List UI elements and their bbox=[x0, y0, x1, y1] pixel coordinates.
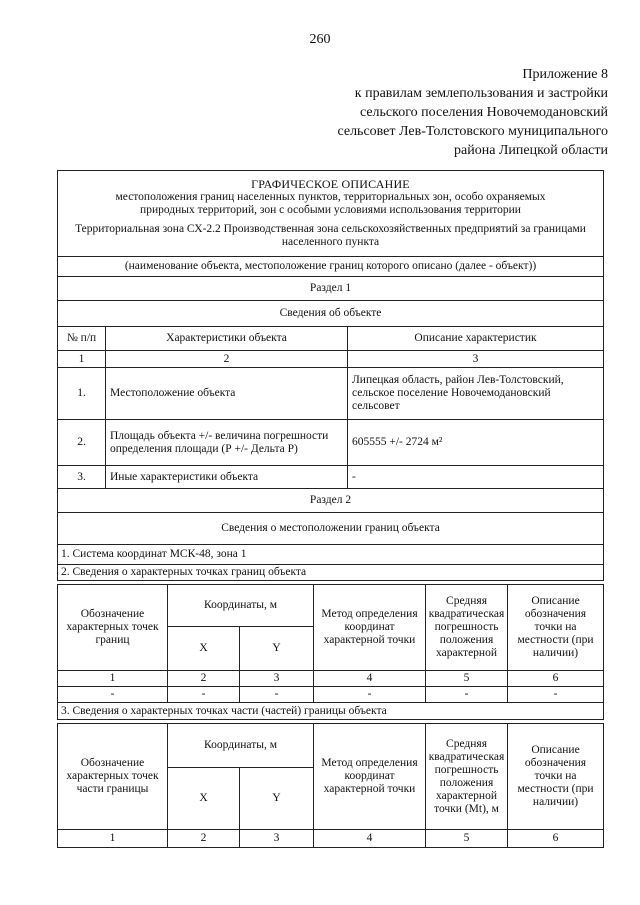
section2-subtitle: Сведения о местоположении границ объекта bbox=[58, 513, 604, 545]
row-value: - bbox=[348, 466, 604, 489]
col-header-y: Y bbox=[240, 768, 314, 830]
row-value: 605555 +/- 2724 м² bbox=[348, 420, 604, 466]
zone-name: Территориальная зона СХ-2.2 Производственная зона сельскохозяйственных предприятий за границами населенного пункта bbox=[75, 223, 586, 248]
object-note: (наименование объекта, местоположение границ которого описано (далее - объект)) bbox=[58, 257, 604, 277]
row-name: Местоположение объекта bbox=[106, 368, 348, 420]
table-row bbox=[58, 687, 604, 703]
col-number: 5 bbox=[426, 830, 508, 848]
table-row bbox=[58, 420, 604, 466]
col-header-x: X bbox=[168, 627, 240, 671]
document-subtitle: местоположения границ населенных пунктов, территориальных зон, особо охраняемых природных территорий, зон с особыми условиями использования территории bbox=[115, 191, 546, 216]
page-number: 260 bbox=[309, 32, 331, 47]
coordinate-system: 1. Система координат МСК-48, зона 1 bbox=[58, 545, 604, 565]
row-name: Иные характеристики объекта bbox=[106, 466, 348, 489]
points-title: 2. Сведения о характерных точках границ объекта bbox=[58, 565, 604, 581]
row-value: Липецкая область, район Лев-Толстовский, сельское поселение Новочемодановский сельсовет bbox=[348, 368, 604, 420]
section1-title: Раздел 1 bbox=[58, 277, 604, 301]
table-row bbox=[58, 368, 604, 420]
document-header bbox=[58, 171, 604, 257]
col-header-point-description: Описание обозначения точки на местности (при наличии) bbox=[508, 585, 604, 671]
col-header-error: Средняя квадратическая погрешность положения характерной точки (Mt), м bbox=[426, 724, 508, 830]
col-header-x: X bbox=[168, 768, 240, 830]
description-table bbox=[57, 170, 604, 581]
col-number: 2 bbox=[106, 351, 348, 368]
section2-title: Раздел 2 bbox=[58, 489, 604, 513]
part-points-title: 3. Сведения о характерных точках части (частей) границы объекта bbox=[58, 703, 604, 720]
row-num: 3. bbox=[58, 466, 106, 489]
table-row bbox=[58, 466, 604, 489]
col-header-num: № п/п bbox=[58, 327, 106, 351]
col-number: 3 bbox=[240, 830, 314, 848]
col-number: 5 bbox=[426, 671, 508, 687]
col-header-coords: Координаты, м bbox=[168, 585, 314, 627]
col-number: 3 bbox=[240, 671, 314, 687]
col-number: 2 bbox=[168, 671, 240, 687]
section1-subtitle: Сведения об объекте bbox=[58, 301, 604, 327]
col-number: 6 bbox=[508, 830, 604, 848]
col-header-error: Средняя квадратическая погрешность положения характерной bbox=[426, 585, 508, 671]
col-header-designation: Обозначение характерных точек границ bbox=[58, 585, 168, 671]
col-number: 1 bbox=[58, 351, 106, 368]
part-points-table bbox=[57, 723, 604, 848]
col-number: 2 bbox=[168, 830, 240, 848]
table-cell: - bbox=[168, 687, 240, 703]
col-header-coords: Координаты, м bbox=[168, 724, 314, 768]
table-cell: - bbox=[58, 687, 168, 703]
col-header-method: Метод определения координат характерной точки bbox=[314, 585, 426, 671]
document-title: ГРАФИЧЕСКОЕ ОПИСАНИЕ bbox=[251, 177, 410, 191]
appendix-line: сельсовет Лев-Толстовского муниципального bbox=[337, 124, 608, 139]
table-cell: - bbox=[314, 687, 426, 703]
col-number: 1 bbox=[58, 671, 168, 687]
appendix-line: района Липецкой области bbox=[454, 143, 608, 158]
col-header-method: Метод определения координат характерной точки bbox=[314, 724, 426, 830]
row-num: 2. bbox=[58, 420, 106, 466]
appendix-line: сельского поселения Новочемодановский bbox=[359, 105, 608, 120]
table-cell: - bbox=[426, 687, 508, 703]
col-header-characteristic: Характеристики объекта bbox=[106, 327, 348, 351]
col-number: 1 bbox=[58, 830, 168, 848]
col-header-designation: Обозначение характерных точек части границы bbox=[58, 724, 168, 830]
col-number: 3 bbox=[348, 351, 604, 368]
appendix-line: к правилам землепользования и застройки bbox=[354, 86, 608, 101]
col-header-point-description: Описание обозначения точки на местности (при наличии) bbox=[508, 724, 604, 830]
points-table bbox=[57, 584, 604, 720]
appendix-header bbox=[337, 65, 608, 160]
col-header-y: Y bbox=[240, 627, 314, 671]
table-cell: - bbox=[240, 687, 314, 703]
col-header-description: Описание характеристик bbox=[348, 327, 604, 351]
table-cell: - bbox=[508, 687, 604, 703]
col-number: 6 bbox=[508, 671, 604, 687]
col-number: 4 bbox=[314, 830, 426, 848]
appendix-line: Приложение 8 bbox=[522, 67, 608, 82]
col-number: 4 bbox=[314, 671, 426, 687]
row-name: Площадь объекта +/- величина погрешности определения площади (Р +/- Дельта Р) bbox=[106, 420, 348, 466]
row-num: 1. bbox=[58, 368, 106, 420]
